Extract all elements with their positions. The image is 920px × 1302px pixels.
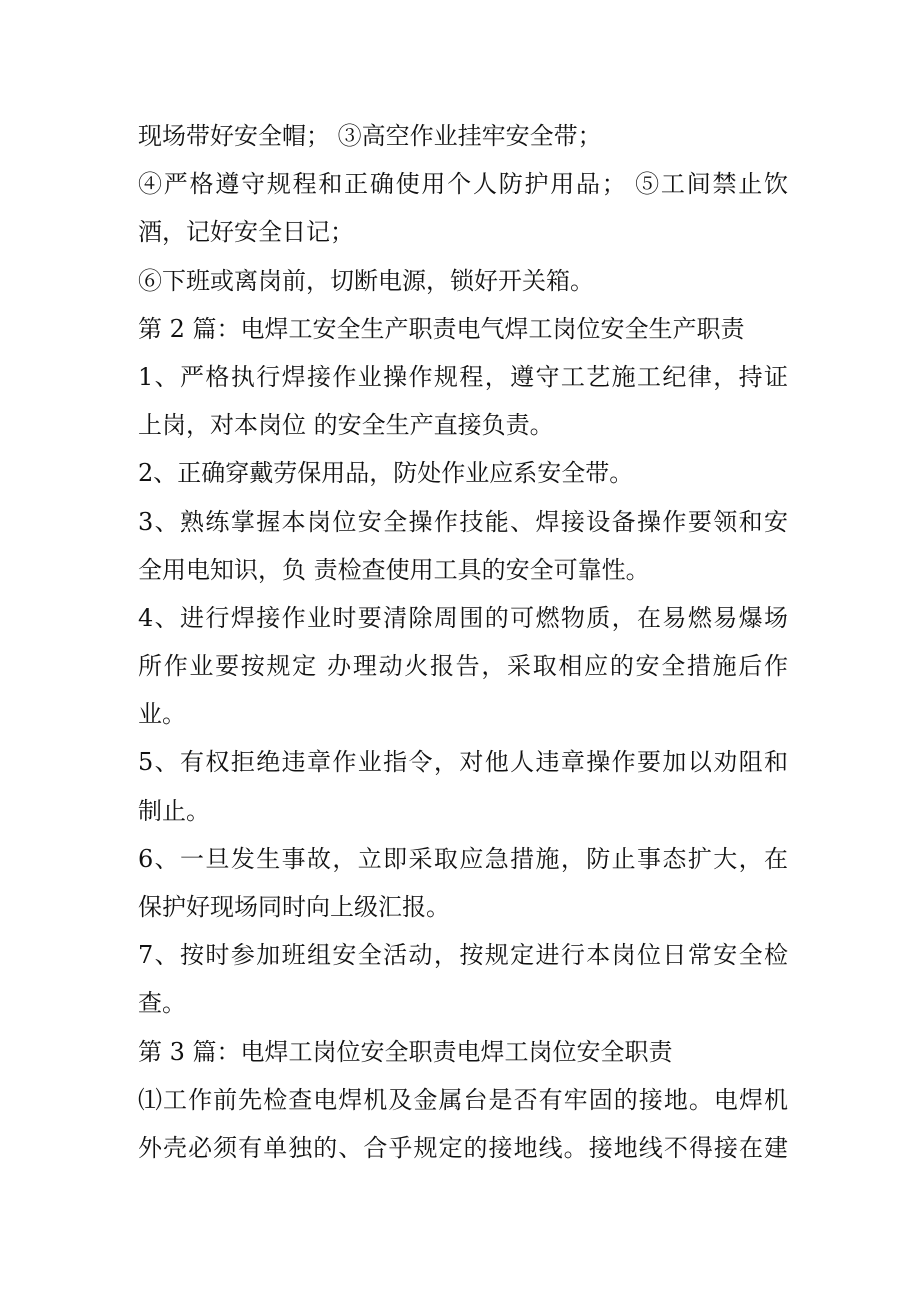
text-line-6: 1、严格执行焊接作业操作规程，遵守工艺施工纪律，持证 — [138, 362, 788, 391]
text-line-1: 现场带好安全帽； ③高空作业挂牢安全带； — [138, 122, 602, 150]
text-line-12: 所作业要按规定 办理动火报告，采取相应的安全措施后作 — [138, 652, 788, 681]
text-line-14: 5、有权拒绝违章作业指令，对他人违章操作要加以劝阻和 — [138, 748, 788, 777]
section-heading-3: 第 3 篇：电焊工岗位安全职责电焊工岗位安全职责 — [138, 1037, 673, 1066]
text-line-4: ⑥下班或离岗前，切断电源，锁好开关箱。 — [138, 266, 594, 295]
text-line-15: 制止。 — [138, 796, 210, 825]
text-line-8: 2、正确穿戴劳保用品，防处作业应系安全带。 — [138, 459, 634, 488]
text-line-11: 4、进行焊接作业时要清除周围的可燃物质，在易燃易爆场 — [138, 603, 788, 632]
text-line-21: ⑴工作前先检查电焊机及金属台是否有牢固的接地。电焊机 — [138, 1085, 788, 1114]
document-page — [138, 112, 788, 1172]
text-line-7: 上岗，对本岗位 的安全生产直接负责。 — [138, 411, 554, 440]
text-line-3: 酒，记好安全日记； — [138, 218, 354, 247]
section-heading-2: 第 2 篇：电焊工安全生产职责电气焊工岗位安全生产职责 — [138, 314, 745, 343]
text-line-18: 7、按时参加班组安全活动，按规定进行本岗位日常安全检 — [138, 941, 788, 970]
text-line-2: ④严格遵守规程和正确使用个人防护用品； ⑤工间禁止饮 — [138, 170, 788, 199]
text-line-16: 6、一旦发生事故，立即采取应急措施，防止事态扩大，在 — [138, 844, 788, 873]
text-line-22: 外壳必须有单独的、合乎规定的接地线。接地线不得接在建 — [138, 1133, 788, 1162]
text-line-10: 全用电知识，负 责检查使用工具的安全可靠性。 — [138, 555, 650, 584]
text-line-13: 业。 — [138, 700, 186, 729]
text-line-9: 3、熟练掌握本岗位安全操作技能、焊接设备操作要领和安 — [138, 507, 788, 536]
text-line-17: 保护好现场同时向上级汇报。 — [138, 893, 450, 921]
text-line-19: 查。 — [138, 989, 186, 1018]
